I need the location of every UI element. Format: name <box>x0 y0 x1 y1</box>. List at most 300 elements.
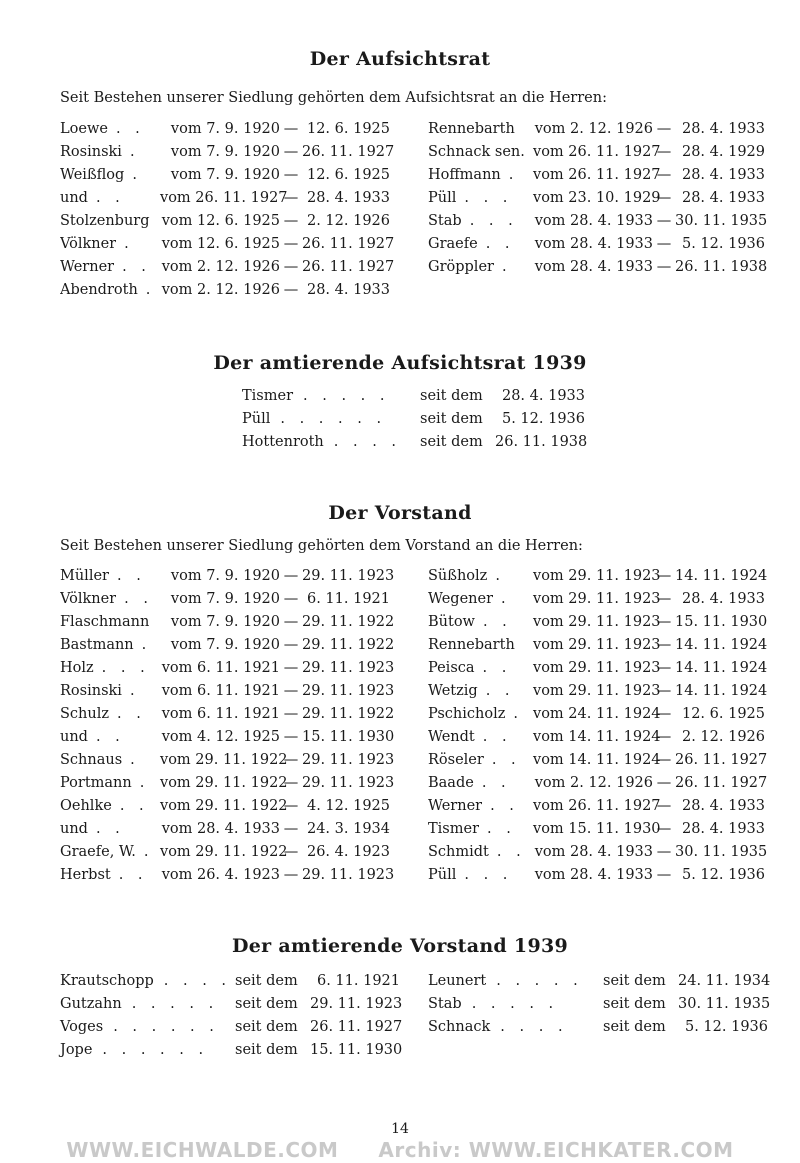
term-start: vom 29. 11. 1922 <box>160 797 288 814</box>
term-dash: — <box>656 636 672 653</box>
member-name-cell <box>428 996 603 1012</box>
member-name: Hoffmann <box>428 166 501 183</box>
term-start: vom 26. 11. 1927 <box>533 797 661 814</box>
member-name: und <box>60 189 88 206</box>
member-row <box>428 117 765 140</box>
member-name-cell <box>428 121 533 137</box>
term-start: vom 2. 12. 1926 <box>534 774 653 791</box>
member-name: Abendroth <box>60 281 138 298</box>
term-dash: — <box>656 120 672 137</box>
watermark <box>0 1138 800 1162</box>
term-start: vom 29. 11. 1923 <box>533 613 661 630</box>
member-row <box>242 430 588 453</box>
since-date: 15. 11. 1930 <box>310 1041 403 1058</box>
since-date: 28. 4. 1933 <box>501 387 585 404</box>
term-end: 28. 4. 1933 <box>681 120 765 137</box>
term-dash: — <box>283 659 299 676</box>
member-name: Püll <box>428 189 457 206</box>
member-name: Schmidt <box>428 843 489 860</box>
term-dash: — <box>656 751 672 768</box>
leader-dots: . . . <box>464 866 513 883</box>
member-name-cell <box>428 213 533 229</box>
member-name: Holz <box>60 659 94 676</box>
member-row <box>60 186 390 209</box>
term-start: vom 23. 10. 1929 <box>533 189 661 206</box>
term-end: 14. 11. 1924 <box>675 567 768 584</box>
term-dash: — <box>283 166 299 183</box>
term-dash: — <box>656 843 672 860</box>
member-row <box>60 587 390 610</box>
term-dash: — <box>283 120 299 137</box>
term-dash: — <box>283 235 299 252</box>
term-end: 14. 11. 1924 <box>675 682 768 699</box>
term-end: 26. 11. 1927 <box>302 235 395 252</box>
term-start: vom 28. 4. 1933 <box>534 866 653 883</box>
leader-dots: . <box>139 774 150 791</box>
member-name-cell <box>60 568 160 584</box>
term-end: 5. 12. 1936 <box>681 235 765 252</box>
term-dash: — <box>656 774 672 791</box>
since-date: 29. 11. 1923 <box>310 995 403 1012</box>
term-start: vom 26. 4. 1923 <box>161 866 280 883</box>
member-row <box>428 140 765 163</box>
member-name: Wegener <box>428 590 494 607</box>
term-start: vom 24. 11. 1924 <box>533 705 661 722</box>
term-dash: — <box>283 590 299 607</box>
term-end: 28. 4. 1933 <box>681 797 765 814</box>
member-row <box>428 992 771 1015</box>
member-name-cell <box>60 259 160 275</box>
term-end: 14. 11. 1924 <box>675 636 768 653</box>
member-row <box>60 794 390 817</box>
seit-label: seit dem <box>235 972 298 989</box>
member-name: und <box>60 728 88 745</box>
member-row <box>60 992 403 1015</box>
term-end: 30. 11. 1935 <box>675 212 768 229</box>
term-dash: — <box>283 751 299 768</box>
leader-dots: . . <box>482 728 512 745</box>
member-name-cell <box>428 144 533 160</box>
term-end: 29. 11. 1923 <box>302 682 395 699</box>
member-row <box>60 140 395 163</box>
leader-dots: . . <box>490 797 519 814</box>
member-row <box>60 679 395 702</box>
member-name-cell <box>428 867 533 883</box>
member-name: Püll <box>428 866 457 883</box>
term-start: vom 6. 11. 1921 <box>161 659 280 676</box>
term-dash: — <box>283 820 299 837</box>
seit-label: seit dem <box>235 995 298 1012</box>
member-name-cell <box>60 996 235 1012</box>
leader-dots: . <box>501 590 511 607</box>
member-name: Werner <box>60 258 115 275</box>
leader-dots: . <box>130 751 140 768</box>
member-name-cell <box>60 1019 235 1035</box>
term-start: vom 7. 9. 1920 <box>170 120 280 137</box>
term-start: vom 12. 6. 1925 <box>161 235 280 252</box>
seit-label: seit dem <box>603 995 666 1012</box>
amtierender-vorstand-left-column <box>60 969 403 1061</box>
member-name: Schnack <box>428 1018 491 1035</box>
leader-dots: . <box>501 258 512 275</box>
term-start: vom 26. 11. 1927 <box>533 166 661 183</box>
seit-label: seit dem <box>235 1041 298 1058</box>
seit-label: seit dem <box>235 1018 298 1035</box>
leader-dots: . . . . <box>163 972 232 989</box>
term-dash: — <box>283 728 299 745</box>
term-dash: — <box>283 682 299 699</box>
member-row <box>60 702 395 725</box>
member-row <box>428 1015 768 1038</box>
term-end: 14. 11. 1924 <box>675 659 768 676</box>
member-row <box>60 278 390 301</box>
aufsichtsrat-intro: Seit Bestehen unserer Siedlung gehörten dem Aufsichtsrat an die Herren: <box>60 90 607 106</box>
member-name-cell <box>60 591 160 607</box>
member-row <box>60 840 390 863</box>
member-name: Rosinski <box>60 682 122 699</box>
member-row <box>428 840 768 863</box>
member-name-cell <box>60 282 160 298</box>
member-row <box>428 702 765 725</box>
member-name-cell <box>242 434 420 450</box>
member-row <box>60 610 395 633</box>
member-row <box>60 209 390 232</box>
term-end: 26. 11. 1927 <box>675 774 768 791</box>
member-row <box>428 255 768 278</box>
member-name-cell <box>60 775 160 791</box>
term-dash: — <box>656 820 672 837</box>
leader-dots: . . <box>95 820 125 837</box>
term-start: vom 29. 11. 1922 <box>160 751 288 768</box>
member-name-cell <box>428 844 533 860</box>
term-dash: — <box>656 797 672 814</box>
leader-dots: . . <box>122 258 151 275</box>
term-dash: — <box>283 258 299 275</box>
member-name-cell <box>60 706 160 722</box>
term-dash: — <box>656 258 672 275</box>
term-start: vom 29. 11. 1923 <box>533 682 661 699</box>
aufsichtsrat-left-column <box>60 117 395 301</box>
term-end: 26. 4. 1923 <box>306 843 390 860</box>
member-row <box>242 384 585 407</box>
term-end: 4. 12. 1925 <box>306 797 390 814</box>
term-start: vom 2. 12. 1926 <box>161 258 280 275</box>
term-end: 15. 11. 1930 <box>675 613 768 630</box>
member-name: Wendt <box>428 728 475 745</box>
member-name-cell <box>60 844 160 860</box>
member-row <box>60 232 395 255</box>
term-start: vom 28. 4. 1933 <box>534 235 653 252</box>
leader-dots: . . <box>116 567 146 584</box>
member-name-cell <box>428 236 533 252</box>
member-name-cell <box>428 821 533 837</box>
term-start: vom 26. 11. 1927 <box>160 189 288 206</box>
term-dash: — <box>283 281 299 298</box>
term-start: vom 28. 4. 1933 <box>161 820 280 837</box>
member-name-cell <box>428 752 533 768</box>
member-row <box>428 610 768 633</box>
member-name-cell <box>60 821 160 837</box>
term-end: 26. 11. 1938 <box>675 258 768 275</box>
amtierender-aufsichtsrat-list <box>242 384 588 453</box>
member-row <box>428 564 768 587</box>
since-date: 24. 11. 1934 <box>678 972 771 989</box>
member-name-cell <box>60 121 160 137</box>
term-dash: — <box>283 189 299 206</box>
member-name-cell <box>60 683 160 699</box>
leader-dots: . <box>145 281 156 298</box>
member-name: Bastmann <box>60 636 134 653</box>
term-dash: — <box>656 866 672 883</box>
term-end: 29. 11. 1922 <box>302 636 395 653</box>
member-name-cell <box>60 729 160 745</box>
member-name-cell <box>428 973 603 989</box>
term-start: vom 7. 9. 1920 <box>170 143 280 160</box>
leader-dots: . . <box>485 235 515 252</box>
term-end: 6. 11. 1921 <box>306 590 390 607</box>
member-name-cell <box>428 683 533 699</box>
term-dash: — <box>283 636 299 653</box>
member-row <box>428 771 768 794</box>
term-end: 26. 11. 1927 <box>675 751 768 768</box>
amtierender-aufsichtsrat-heading: Der amtierende Aufsichtsrat 1939 <box>213 352 587 374</box>
term-end: 12. 6. 1925 <box>306 120 390 137</box>
leader-dots: . . . <box>101 659 150 676</box>
term-end: 12. 6. 1925 <box>306 166 390 183</box>
leader-dots: . . <box>482 659 512 676</box>
member-name: Weißflog <box>60 166 125 183</box>
term-dash: — <box>656 235 672 252</box>
member-name-cell <box>60 798 160 814</box>
member-name-cell <box>60 144 160 160</box>
term-end: 12. 6. 1925 <box>681 705 765 722</box>
member-name-cell <box>428 1019 603 1035</box>
member-name-cell <box>60 867 160 883</box>
seit-label: seit dem <box>420 433 483 450</box>
term-end: 29. 11. 1923 <box>302 567 395 584</box>
term-start: vom 29. 11. 1923 <box>533 659 661 676</box>
term-end: 28. 4. 1929 <box>681 143 765 160</box>
term-dash: — <box>283 797 299 814</box>
term-start: vom 4. 12. 1925 <box>161 728 280 745</box>
member-row <box>428 679 768 702</box>
term-dash: — <box>656 143 672 160</box>
member-row <box>428 587 765 610</box>
term-start: vom 28. 4. 1933 <box>534 258 653 275</box>
term-start: vom 6. 11. 1921 <box>161 705 280 722</box>
leader-dots: . . . . . <box>131 995 219 1012</box>
seit-label: seit dem <box>420 387 483 404</box>
term-dash: — <box>656 166 672 183</box>
member-name: Gröppler <box>428 258 494 275</box>
member-row <box>428 863 765 886</box>
member-name: Rennebarth <box>428 636 515 653</box>
member-name-cell <box>428 660 533 676</box>
term-end: 28. 4. 1933 <box>681 820 765 837</box>
member-name-cell <box>60 213 160 229</box>
member-row <box>428 633 768 656</box>
since-date: 26. 11. 1927 <box>310 1018 403 1035</box>
leader-dots: . . <box>95 728 125 745</box>
leader-dots: . . . . . <box>303 387 390 404</box>
term-start: vom 14. 11. 1924 <box>533 751 661 768</box>
member-name: Schnaus <box>60 751 123 768</box>
member-name-cell <box>60 637 160 653</box>
leader-dots: . . . . . . <box>102 1041 209 1058</box>
member-name: Voges <box>60 1018 104 1035</box>
member-name: Tismer <box>428 820 480 837</box>
member-name: Flaschmann <box>60 613 150 630</box>
leader-dots: . . <box>496 843 526 860</box>
term-start: vom 29. 11. 1923 <box>533 636 661 653</box>
leader-dots: . . . . . <box>496 972 583 989</box>
member-name-cell <box>60 190 160 206</box>
term-start: vom 29. 11. 1922 <box>160 843 288 860</box>
member-row <box>428 656 768 679</box>
leader-dots: . . . <box>469 212 518 229</box>
term-dash: — <box>656 212 672 229</box>
leader-dots: . . . . . . <box>113 1018 219 1035</box>
member-name-cell <box>60 167 160 183</box>
member-name-cell <box>428 167 533 183</box>
vorstand-left-column <box>60 564 395 886</box>
page-number: 14 <box>391 1121 409 1137</box>
member-row <box>60 1015 403 1038</box>
term-start: vom 2. 12. 1926 <box>534 120 653 137</box>
leader-dots: . <box>141 636 152 653</box>
watermark-right: Archiv: WWW.EICHKATER.COM <box>378 1138 734 1162</box>
leader-dots: . . <box>95 189 125 206</box>
member-name-cell <box>60 614 160 630</box>
term-start: vom 2. 12. 1926 <box>161 281 280 298</box>
term-start: vom 7. 9. 1920 <box>170 590 280 607</box>
member-row <box>60 725 395 748</box>
term-end: 2. 12. 1926 <box>681 728 765 745</box>
member-name-cell <box>60 236 160 252</box>
term-start: vom 15. 11. 1930 <box>533 820 661 837</box>
member-name: Wetzig <box>428 682 478 699</box>
since-date: 26. 11. 1938 <box>495 433 588 450</box>
term-dash: — <box>283 567 299 584</box>
member-row <box>428 209 768 232</box>
member-name: Müller <box>60 567 109 584</box>
member-name-cell <box>428 798 533 814</box>
member-name: Bütow <box>428 613 475 630</box>
term-start: vom 28. 4. 1933 <box>534 843 653 860</box>
term-start: vom 7. 9. 1920 <box>170 636 280 653</box>
member-name: Schulz <box>60 705 110 722</box>
term-start: vom 28. 4. 1933 <box>534 212 653 229</box>
term-dash: — <box>656 613 672 630</box>
leader-dots: . . . <box>464 189 513 206</box>
member-name: Süßholz <box>428 567 488 584</box>
leader-dots: . <box>513 705 523 722</box>
member-name: Stolzenburg <box>60 212 150 229</box>
member-row <box>60 163 390 186</box>
aufsichtsrat-right-column <box>428 117 768 278</box>
term-end: 24. 3. 1934 <box>306 820 390 837</box>
amtierender-vorstand-right-column <box>428 969 771 1038</box>
term-end: 28. 4. 1933 <box>681 590 765 607</box>
seit-label: seit dem <box>603 1018 666 1035</box>
term-end: 30. 11. 1935 <box>675 843 768 860</box>
leader-dots: . . . . . <box>471 995 559 1012</box>
term-dash: — <box>656 590 672 607</box>
since-date: 30. 11. 1935 <box>678 995 771 1012</box>
term-start: vom 29. 11. 1922 <box>160 774 288 791</box>
leader-dots: . <box>129 143 140 160</box>
member-row <box>428 186 765 209</box>
aufsichtsrat-heading: Der Aufsichtsrat <box>309 48 491 70</box>
member-name: Hottenroth <box>242 433 324 450</box>
term-end: 15. 11. 1930 <box>302 728 395 745</box>
term-dash: — <box>283 705 299 722</box>
since-date: 6. 11. 1921 <box>316 972 400 989</box>
vorstand-intro: Seit Bestehen unserer Siedlung gehörten dem Vorstand an die Herren: <box>60 538 583 554</box>
term-start: vom 14. 11. 1924 <box>533 728 661 745</box>
member-name: Portmann <box>60 774 132 791</box>
term-end: 29. 11. 1923 <box>302 866 395 883</box>
leader-dots: . . . . <box>500 1018 568 1035</box>
member-name: Herbst <box>60 866 111 883</box>
term-end: 29. 11. 1923 <box>302 659 395 676</box>
leader-dots: . . <box>491 751 521 768</box>
term-dash: — <box>656 705 672 722</box>
leader-dots: . . . . <box>333 433 402 450</box>
term-dash: — <box>656 728 672 745</box>
term-end: 28. 4. 1933 <box>306 281 390 298</box>
member-name: Rosinski <box>60 143 122 160</box>
member-name-cell <box>428 190 533 206</box>
member-row <box>60 863 395 886</box>
term-dash: — <box>656 659 672 676</box>
member-row <box>60 117 390 140</box>
since-date: 5. 12. 1936 <box>684 1018 768 1035</box>
term-start: vom 12. 6. 1925 <box>161 212 280 229</box>
member-name: Graefe <box>428 235 478 252</box>
member-row <box>242 407 585 430</box>
member-row <box>60 1038 403 1061</box>
term-end: 29. 11. 1923 <box>302 751 395 768</box>
member-row <box>428 725 765 748</box>
member-name-cell <box>428 591 533 607</box>
leader-dots: . . <box>482 613 512 630</box>
member-name-cell <box>428 637 533 653</box>
member-name: Püll <box>242 410 271 427</box>
since-date: 5. 12. 1936 <box>501 410 585 427</box>
leader-dots: . . <box>485 682 515 699</box>
member-row <box>60 564 395 587</box>
leader-dots: . . <box>487 820 516 837</box>
member-name: und <box>60 820 88 837</box>
leader-dots: . <box>508 166 519 183</box>
member-name-cell <box>428 706 533 722</box>
member-name: Werner <box>428 797 483 814</box>
member-name: Graefe, W. <box>60 843 136 860</box>
member-name-cell <box>428 568 533 584</box>
amtierender-vorstand-heading: Der amtierende Vorstand 1939 <box>231 935 569 957</box>
member-name-cell <box>60 1042 235 1058</box>
member-row <box>60 969 400 992</box>
term-end: 5. 12. 1936 <box>681 866 765 883</box>
vorstand-heading: Der Vorstand <box>328 502 472 524</box>
member-name-cell <box>60 660 160 676</box>
term-dash: — <box>656 567 672 584</box>
member-name: Peisca <box>428 659 475 676</box>
term-end: 28. 4. 1933 <box>681 189 765 206</box>
leader-dots: . . <box>115 120 145 137</box>
leader-dots: . . <box>481 774 511 791</box>
